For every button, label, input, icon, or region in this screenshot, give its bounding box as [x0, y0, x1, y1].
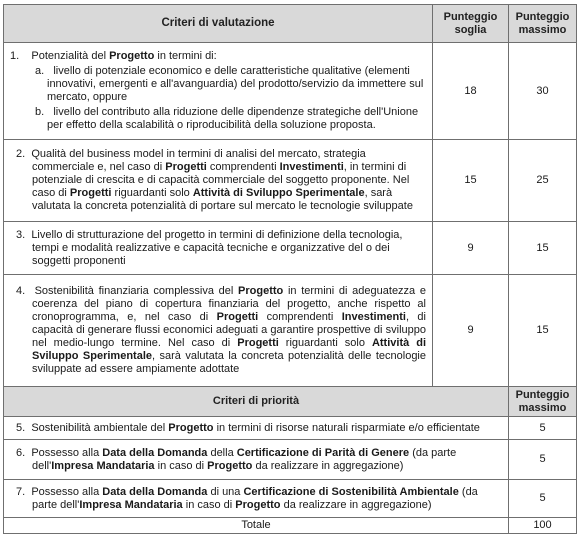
criterion-4-text — [10, 285, 426, 376]
massimo-value: 15 — [509, 275, 577, 387]
sub-text: livello del contributo alla riduzione delle dipendenze strategiche dell'Unione per effetto della scalabilità o riproducibilità della soluzione proposta. — [47, 106, 419, 131]
valutazione-header-row — [4, 5, 577, 43]
criterion-text: Sostenibilità ambientale del — [31, 421, 169, 434]
criterion-2 — [4, 140, 433, 222]
massimo-value: 30 — [509, 43, 577, 140]
criterion-bold: Progetto — [235, 498, 281, 511]
valutazione-header: Criteri di valutazione — [4, 5, 433, 43]
table-row — [4, 480, 577, 518]
criterion-text: , sarà valutata la concreta potenzialità di portare sul mercato le tecnologie sviluppate — [32, 187, 413, 212]
criterion-text: in caso di — [154, 459, 208, 472]
criterion-bold: Progetto — [207, 459, 253, 472]
criterion-text: in caso di — [182, 498, 236, 511]
criterion-text: in termini di risorse naturali risparmiate e/o efficientate — [213, 421, 480, 434]
criterion-1 — [4, 43, 433, 140]
criterion-number: 1. — [10, 50, 20, 62]
criterion-7 — [4, 480, 509, 518]
criterion-5-text — [10, 422, 502, 435]
massimo-value: 5 — [509, 480, 577, 518]
criterion-3-text — [10, 229, 426, 268]
criterion-number: 3. — [16, 228, 26, 241]
criterion-text: di una — [207, 485, 244, 498]
soglia-value: 9 — [433, 275, 509, 387]
criterion-text: , in termini di potenziale di crescita e di capacità commerciale del soggetto proponente. Nel caso di — [32, 161, 410, 199]
table-row — [4, 222, 577, 275]
soglia-header: Punteggio soglia — [433, 5, 509, 43]
totale-value: 100 — [509, 518, 577, 534]
massimo-header: Punteggio massimo — [509, 5, 577, 43]
criterion-text: Possesso alla — [31, 485, 103, 498]
criterion-1-sub-a — [10, 65, 426, 104]
criterion-bold: Progetti — [69, 187, 112, 199]
sub-mark: b. — [35, 106, 45, 118]
criterion-4 — [4, 275, 433, 387]
totale-row — [4, 518, 577, 534]
soglia-value: 9 — [433, 222, 509, 275]
criterion-text: in termini di adeguatezza e coerenza del piano di copertura finanziaria del progetto, anche rispetto al cronoprogramma, e, nel caso di — [32, 285, 426, 323]
criterion-1-intro — [10, 50, 426, 63]
criterion-number: 7. — [16, 485, 26, 498]
criterion-6-text — [10, 447, 502, 473]
criterion-bold: Progetto — [168, 421, 214, 434]
criterion-text: comprendenti — [258, 311, 342, 323]
criterion-text: Livello di strutturazione del progetto in termini di definizione della tecnologia, tempi e modalità realizzative e capacità tecniche e organizzative del o dei soggetti proponenti — [31, 228, 403, 267]
massimo-value: 5 — [509, 440, 577, 480]
criterion-number: 6. — [16, 446, 26, 459]
criterion-text: Sostenibilità finanziaria complessiva del — [34, 285, 239, 297]
priorita-massimo-header: Punteggio massimo — [509, 387, 577, 417]
criterion-text: riguardanti solo — [278, 337, 372, 349]
soglia-value: 15 — [433, 140, 509, 222]
criterion-text: Possesso alla — [31, 446, 103, 459]
criterion-text: in termini di: — [154, 50, 217, 62]
table-row — [4, 140, 577, 222]
criterion-bold: Progetti — [216, 311, 259, 323]
criterion-1-sub-b — [10, 106, 426, 132]
soglia-value: 18 — [433, 43, 509, 140]
table-row — [4, 43, 577, 140]
criterion-text: da realizzare in aggregazione) — [280, 498, 432, 511]
criterion-bold: Attività di Sviluppo Sperimentale — [32, 337, 427, 362]
criterion-2-text — [10, 148, 426, 213]
criterion-text: da realizzare in aggregazione) — [252, 459, 404, 472]
criterion-bold: Attività di Sviluppo Sperimentale — [192, 187, 365, 199]
criterion-7-text — [10, 486, 502, 512]
criteria-table — [3, 4, 577, 534]
criterion-bold: Investimenti — [341, 311, 406, 323]
criterion-bold: Certificazione di Sostenibilità Ambientale — [243, 485, 459, 498]
criterion-bold: Data della Domanda — [102, 485, 208, 498]
criterion-bold: Progetti — [165, 161, 207, 173]
criterion-bold: Certificazione di Parità di Genere — [236, 446, 410, 459]
criterion-bold: Data della Domanda — [102, 446, 208, 459]
table-row — [4, 440, 577, 480]
criterion-number: 2. — [16, 148, 26, 160]
criterion-text: , sarà valutata la concreta potenzialità delle tecnologie sviluppate ad essere ampiamente adottate — [32, 350, 426, 375]
criterion-text: Qualità del business model in termini di analisi del mercato, strategia commerciale e, nel caso di — [31, 148, 366, 173]
criterion-text: comprendenti — [206, 161, 280, 173]
criterion-text: della — [207, 446, 237, 459]
criterion-bold: Impresa Mandataria — [79, 498, 183, 511]
massimo-value: 25 — [509, 140, 577, 222]
criterion-bold: Progetto — [238, 285, 284, 297]
massimo-value: 15 — [509, 222, 577, 275]
criterion-3 — [4, 222, 433, 275]
criterion-bold: Investimenti — [279, 161, 344, 173]
criterion-text: Potenzialità del — [31, 50, 110, 62]
totale-label: Totale — [4, 518, 509, 534]
criterion-bold: Impresa Mandataria — [51, 459, 155, 472]
sub-mark: a. — [35, 65, 45, 77]
criterion-text: (da parte dell' — [32, 485, 478, 511]
criterion-bold: Progetti — [237, 337, 279, 349]
criterion-number: 4. — [16, 285, 26, 297]
criterion-text: (da parte dell' — [32, 446, 457, 472]
criterion-bold: Progetto — [109, 50, 155, 62]
table-row — [4, 275, 577, 387]
criterion-text: riguardanti solo — [111, 187, 193, 199]
massimo-value: 5 — [509, 417, 577, 440]
criterion-text: , di capacità di generare flussi economici adeguati a garantire prospettive di sviluppo nel medio-lungo termine. Nel caso di — [32, 311, 426, 349]
priorita-header-row — [4, 387, 577, 417]
criterion-number: 5. — [16, 421, 26, 434]
priorita-header: Criteri di priorità — [4, 387, 509, 417]
criterion-6 — [4, 440, 509, 480]
table-row — [4, 417, 577, 440]
criterion-5 — [4, 417, 509, 440]
sub-text: livello di potenziale economico e delle caratteristiche qualitative (elementi innovativi, emergenti e all'avanguardia) del prodotto/servizio da immettere sul mercato, oppure — [47, 65, 424, 103]
